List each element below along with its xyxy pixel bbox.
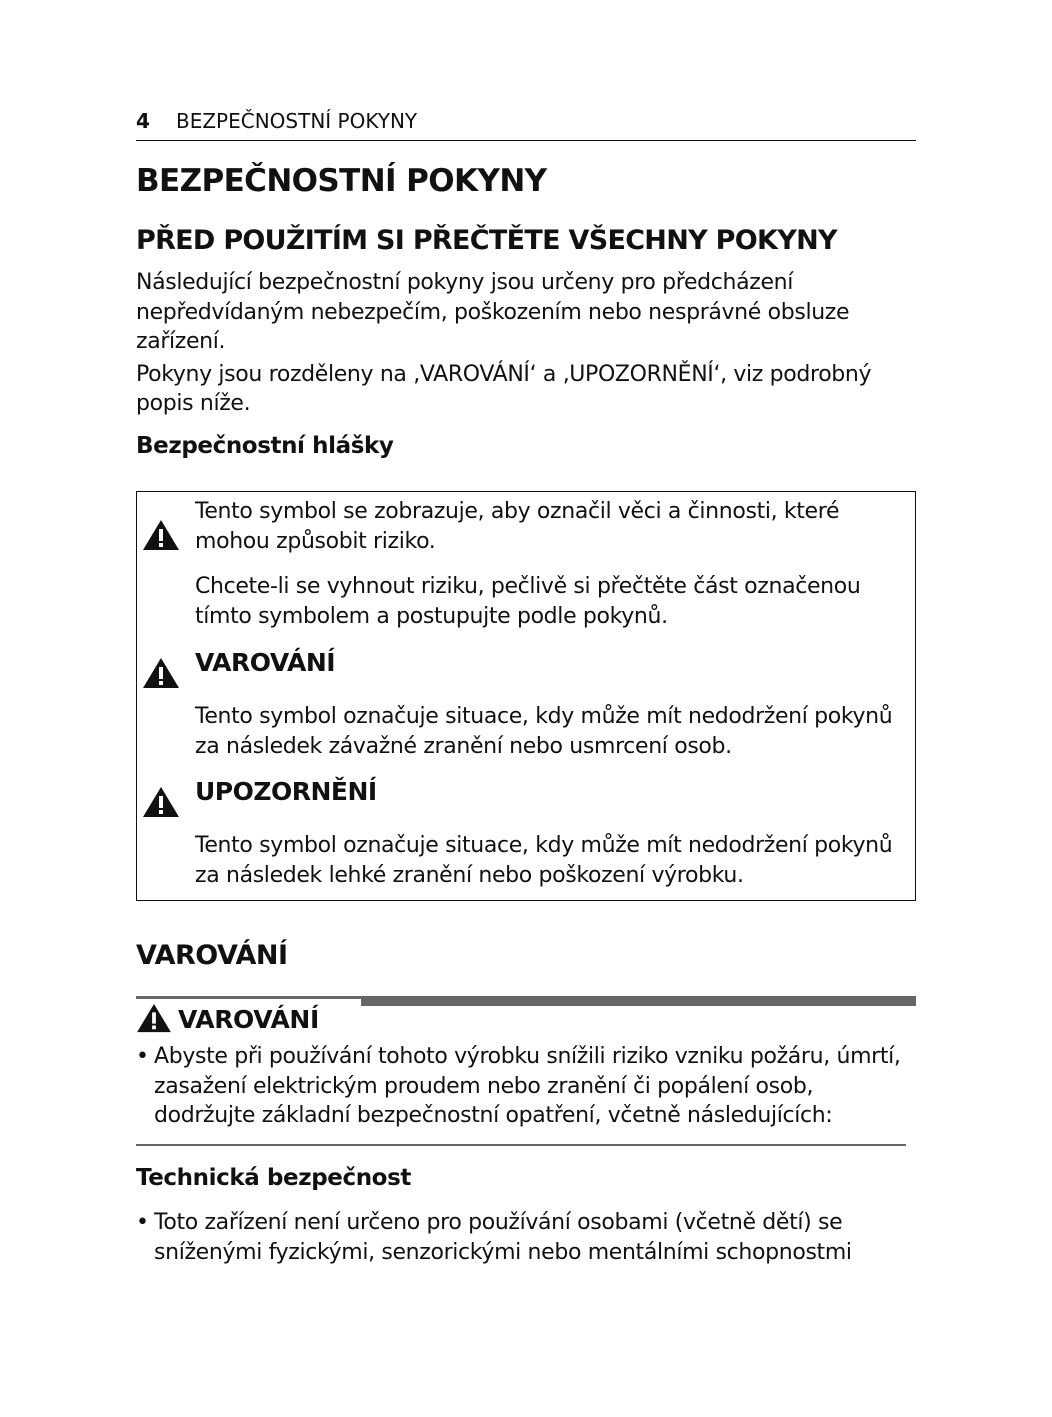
intro-paragraph-2: Pokyny jsou rozděleny na ‚VAROVÁNÍ‘ a ‚UPOZORNĚNÍ‘, viz podrobný popis níže.: [136, 361, 872, 416]
page-title: BEZPEČNOSTNÍ POKYNY: [136, 163, 547, 199]
bullet-icon: •: [136, 1210, 149, 1235]
intro-paragraph-1: Následující bezpečnostní pokyny jsou určeny pro předcházení nepředvídaným nebezpečím, poškozením nebo nesprávné obsluze zařízení.: [136, 270, 850, 354]
bullet-icon: •: [136, 1044, 149, 1069]
warning-bullet-text: Abyste při používání tohoto výrobku snížili riziko vzniku požáru, úmrtí, zasažení elektrickým proudem nebo zranění či popálení osob, dodržujte základní bezpečnostní opatření, včetně následujících:: [154, 1044, 901, 1128]
page-number: 4: [136, 109, 150, 133]
warning-box-bar: [361, 996, 916, 1006]
warning-description: Tento symbol označuje situace, kdy může mít nedodržení pokynů za následek závažné zranění nebo usmrcení osob.: [195, 704, 893, 759]
section-divider: [136, 1144, 906, 1146]
running-header-title: BEZPEČNOSTNÍ POKYNY: [176, 109, 418, 133]
caution-label: UPOZORNĚNÍ: [195, 777, 377, 806]
warning-triangle-icon: [142, 786, 180, 822]
warning-triangle-icon: [136, 1003, 172, 1039]
list-item: [136, 1208, 916, 1267]
technical-safety-bullet-text: Toto zařízení není určeno pro používání osobami (včetně dětí) se sníženými fyzickými, senzorickými nebo mentálními schopnostmi: [154, 1210, 852, 1265]
symbol-description: Tento symbol se zobrazuje, aby označil věci a činnosti, které mohou způsobit riziko.: [195, 499, 840, 554]
safety-messages-box: [136, 491, 916, 901]
symbol-instruction: Chcete-li se vyhnout riziku, pečlivě si přečtěte část označenou tímto symbolem a postupujte podle pokynů.: [195, 574, 861, 629]
subtitle: PŘED POUŽITÍM SI PŘEČTĚTE VŠECHNY POKYNY: [136, 225, 837, 256]
warning-box-label: VAROVÁNÍ: [178, 1005, 319, 1034]
warning-box-header: [136, 1003, 319, 1039]
caution-description: Tento symbol označuje situace, kdy může mít nedodržení pokynů za následek lehké zranění nebo poškození výrobku.: [195, 833, 893, 888]
warning-box-top-line: [136, 996, 361, 999]
intro-text: [136, 268, 916, 422]
warning-section-heading: VAROVÁNÍ: [136, 940, 288, 971]
warning-label: VAROVÁNÍ: [195, 648, 336, 677]
warning-triangle-icon: [142, 519, 180, 555]
running-header: [136, 106, 916, 141]
safety-messages-heading: Bezpečnostní hlášky: [136, 433, 394, 459]
warning-triangle-icon: [142, 657, 180, 693]
technical-safety-heading: Technická bezpečnost: [136, 1165, 411, 1191]
list-item: [136, 1042, 916, 1131]
